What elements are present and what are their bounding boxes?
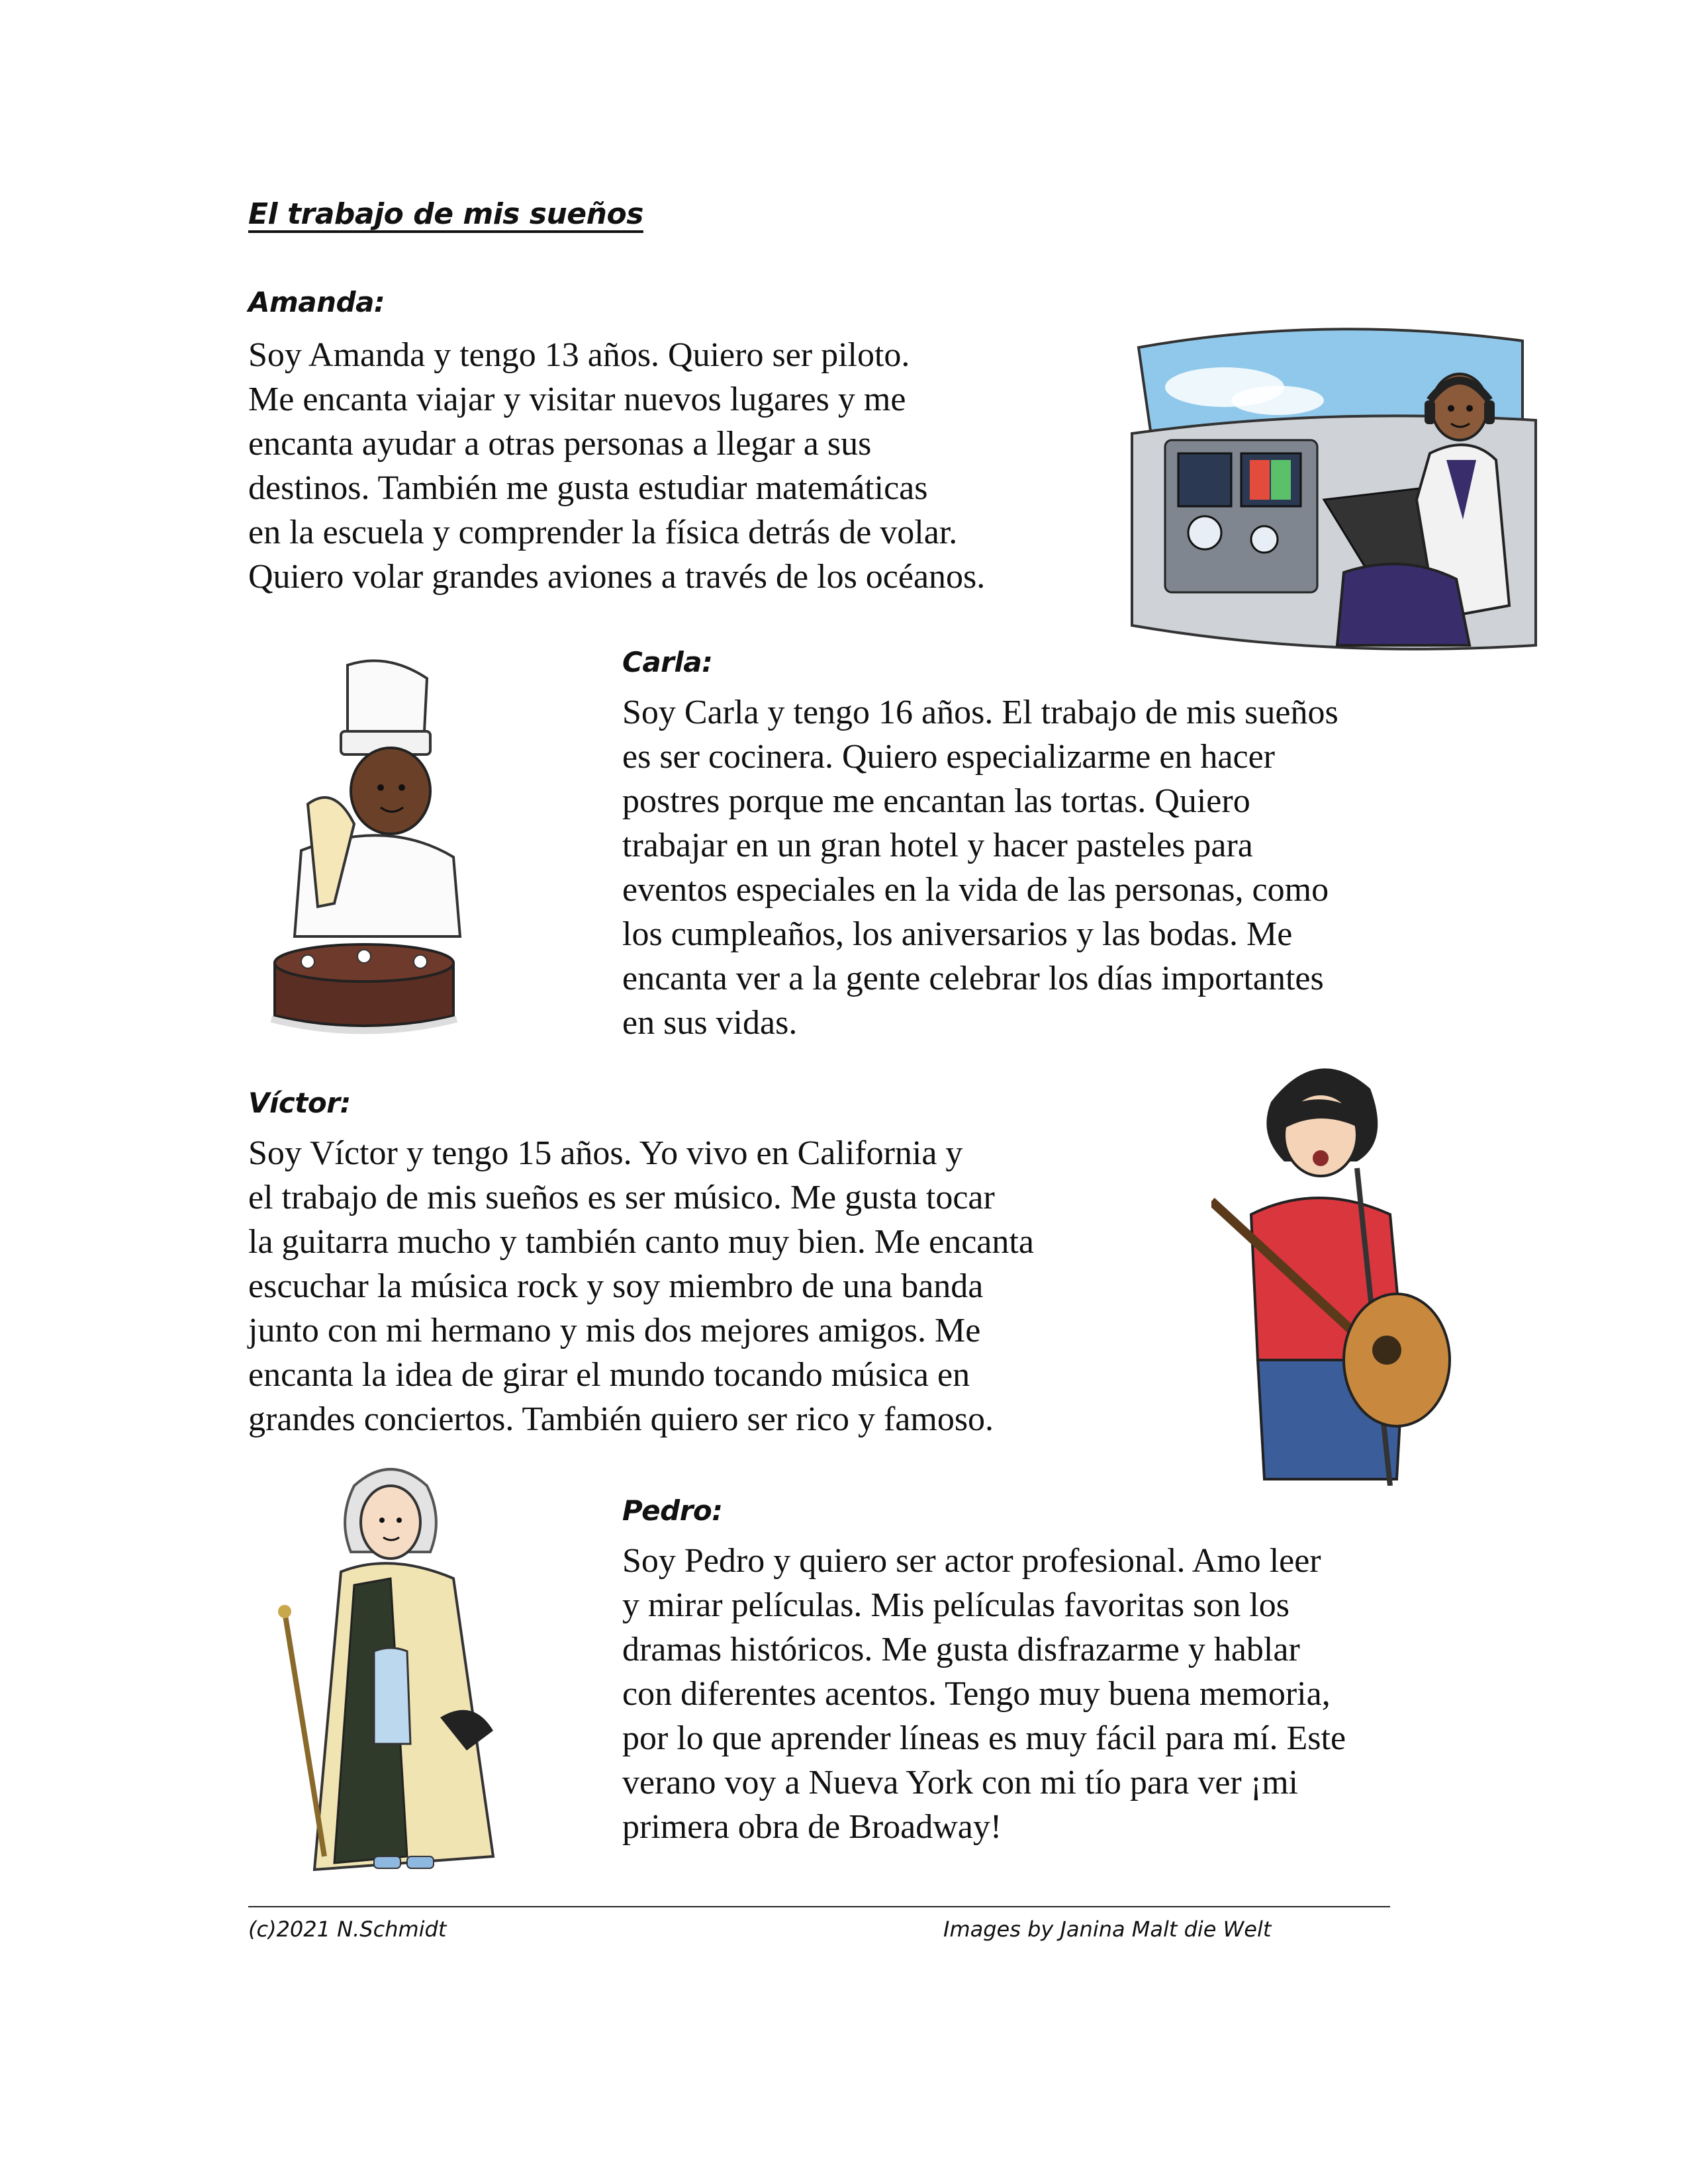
footer-image-credit: Images by Janina Malt die Welt xyxy=(943,1917,1272,1942)
page-title: El trabajo de mis sueños xyxy=(248,197,643,231)
section-text-pedro: Soy Pedro y quiero ser actor profesional. Amo leer y mirar películas. Mis películas favoritas son los dramas históricos. Me gusta disfrazarme y hablar con diferentes acentos. Tengo muy buena memoria, por lo que aprender líneas es muy fácil para mí. Este verano voy a Nueva York con mi tío para ver ¡mi primera obra de Broadway! xyxy=(622,1542,1346,1846)
section-name-victor: Víctor: xyxy=(248,1087,351,1119)
section-text-carla: Soy Carla y tengo 16 años. El trabajo de mis sueños es ser cocinera. Quiero especializarme en hacer postres porque me encantan las tortas. Quiero trabajar en un gran hotel y hacer pasteles para eventos especiales en la vida de las personas, como los cumpleaños, los aniversarios y las bodas. Me encanta ver a la gente celebrar los días importantes en sus vidas. xyxy=(622,694,1338,1042)
section-name-pedro: Pedro: xyxy=(622,1494,723,1527)
section-name-carla: Carla: xyxy=(622,646,713,678)
section-text-victor: Soy Víctor y tengo 15 años. Yo vivo en California y el trabajo de mis sueños es ser músico. Me gusta tocar la guitarra mucho y también canto muy bien. Me encanta escuchar la música rock y soy miembro de una banda junto con mi hermano y mis dos mejores amigos. Me encanta la idea de girar el mundo tocando música en grandes conciertos. También quiero ser rico y famoso. xyxy=(248,1134,1034,1438)
section-text-amanda: Soy Amanda y tengo 13 años. Quiero ser piloto. Me encanta viajar y visitar nuevos lugares y me encanta ayudar a otras personas a llegar a sus destinos. También me gusta estudiar matemáticas en la escuela y comprender la física detrás de volar. Quiero volar grandes aviones a través de los océanos. xyxy=(248,336,986,596)
musician-illustration xyxy=(1211,1049,1463,1486)
section-name-amanda: Amanda: xyxy=(248,286,385,318)
pilot-illustration xyxy=(1125,301,1542,659)
footer-copyright: (c)2021 N.Schmidt xyxy=(248,1917,447,1942)
actor-illustration xyxy=(275,1459,539,1883)
footer-divider xyxy=(248,1906,1390,1907)
baker-illustration xyxy=(255,652,487,1042)
